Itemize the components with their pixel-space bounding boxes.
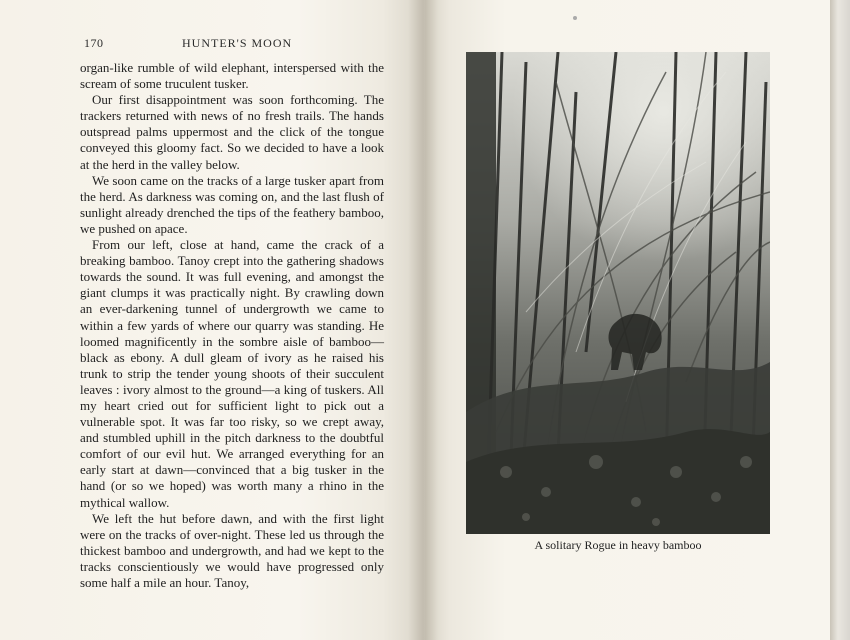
paragraph: We left the hut before dawn, and with the first light were on the tracks of over-night. These led us through the thickest bamboo and undergrowth, and had we kept to the tracks conscientiously we would have progressed only some half a mile an hour. Tanoy, (80, 510, 384, 590)
paper-speck (573, 16, 577, 20)
paragraph: From our left, close at hand, came the crack of a breaking bamboo. Tanoy crept into the gathering shadows towards the sound. It was full evening, and amongst the giant clumps it was practically night. By crawling down an ever-darkening tunnel of undergrowth we came to within a few yards of where our quarry was standing. He loomed magnificently in the sombre aisle of bamboo—black as ebony. A dull gleam of ivory as he raised his trunk to strip the tender young shoots of their succulent leaves : ivory almost to the ground—a king of tuskers. All my heart cried out for sufficient light to pick out a vulnerable spot. It was far too risky, so we crept away, and stumbled uphill in the pitch darkness to the doubtful comfort of our evil hut. We arranged everything for an early start at dawn—convinced that a big tusker in the hand (or so we hoped) was worth many a rhino in the mythical wallow. (80, 237, 384, 510)
paragraph: organ-like rumble of wild elephant, interspersed with the scream of some truculent tusker. (80, 60, 384, 92)
page-number: 170 (84, 36, 104, 50)
photo-plate (466, 52, 770, 534)
bamboo-photo (466, 52, 770, 534)
running-head (84, 36, 384, 52)
paragraph: Our first disappointment was soon forthcoming. The trackers returned with news of no fresh trails. The hands outspread palms uppermost and the click of the tongue conveyed this gloomy fact. So we decided to have a look at the herd in the valley below. (80, 92, 384, 172)
photo-caption: A solitary Rogue in heavy bamboo (534, 538, 702, 552)
book-title: HUNTER'S MOON (182, 36, 293, 50)
book-gutter (408, 0, 438, 640)
body-text (80, 60, 384, 591)
paragraph: We soon came on the tracks of a large tusker apart from the herd. As darkness was coming on, and the last flush of sunlight already drenched the tips of the feathery bamboo, we pushed on apace. (80, 172, 384, 236)
page-edge (830, 0, 850, 640)
